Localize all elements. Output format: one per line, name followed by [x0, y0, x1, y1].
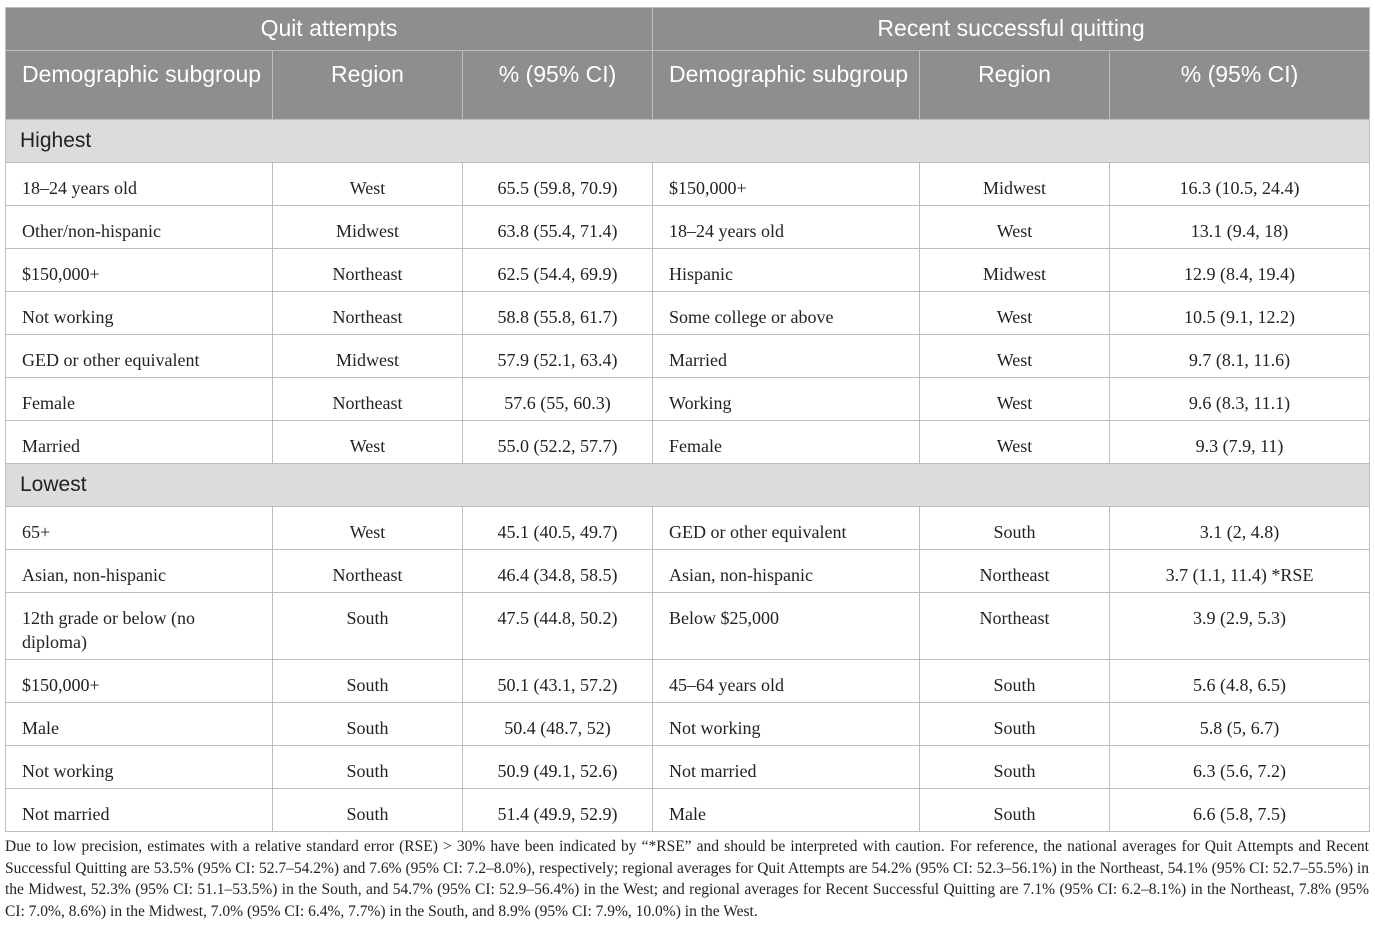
- table-cell: Asian, non-hispanic: [6, 550, 273, 593]
- table-cell: Northeast: [273, 292, 463, 335]
- table-cell: West: [920, 421, 1110, 464]
- table-cell: Not married: [6, 789, 273, 832]
- table-footnote: Due to low precision, estimates with a relative standard error (RSE) > 30% have been indicated by “*RSE” and should be interpreted with caution. For reference, the national averages for Quit Attempts and Recent Successful Quitting are 53.5% (95% CI: 52.7–54.2%) and 7.6% (95% CI: 7.2–8.0%), respectively; regional averages for Quit Attempts are 54.2% (95% CI: 52.3–56.1%) in the Northeast, 54.1% (95% CI: 52.7–55.5%) in the Midwest, 52.3% (95% CI: 51.1–53.5%) in the South, and 54.7% (95% CI: 52.9–56.4%) in the West; and regional averages for Recent Successful Quitting are 7.1% (95% CI: 6.2–8.1%) in the Northeast, 7.8% (95% CI: 7.0%, 8.6%) in the Midwest, 7.0% (95% CI: 6.4%, 7.7%) in the South, and 8.9% (95% CI: 7.9%, 10.0%) in the West.: [5, 838, 1369, 920]
- table-cell: Male: [653, 789, 920, 832]
- table-row: [6, 789, 1370, 832]
- table-cell: 51.4 (49.9, 52.9): [463, 789, 653, 832]
- column-header: Region: [273, 51, 463, 120]
- table-row: [6, 507, 1370, 550]
- section-row: [6, 464, 1370, 507]
- table-cell: South: [273, 789, 463, 832]
- table-cell: 50.9 (49.1, 52.6): [463, 746, 653, 789]
- table-row: [6, 249, 1370, 292]
- table-cell: 6.6 (5.8, 7.5): [1110, 789, 1370, 832]
- table-cell: 18–24 years old: [653, 206, 920, 249]
- table-cell: 12th grade or below (no diploma): [6, 593, 273, 660]
- group-header-row: [6, 8, 1370, 51]
- table-cell: 55.0 (52.2, 57.7): [463, 421, 653, 464]
- data-table: [5, 7, 1370, 832]
- table-row: [6, 550, 1370, 593]
- section-label: Highest: [6, 120, 1370, 163]
- table-cell: South: [920, 746, 1110, 789]
- table-cell: South: [920, 507, 1110, 550]
- group-header-recent-successful-quitting: Recent successful quitting: [653, 8, 1370, 51]
- table-cell: Northeast: [273, 249, 463, 292]
- table-cell: 63.8 (55.4, 71.4): [463, 206, 653, 249]
- table-cell: 58.8 (55.8, 61.7): [463, 292, 653, 335]
- table-cell: 12.9 (8.4, 19.4): [1110, 249, 1370, 292]
- table-cell: South: [273, 593, 463, 660]
- table-cell: 18–24 years old: [6, 163, 273, 206]
- table-cell: 9.7 (8.1, 11.6): [1110, 335, 1370, 378]
- table-cell: 57.6 (55, 60.3): [463, 378, 653, 421]
- table-row: [6, 660, 1370, 703]
- column-header: Region: [920, 51, 1110, 120]
- table-row: [6, 421, 1370, 464]
- table-cell: Not working: [6, 292, 273, 335]
- table-row: [6, 163, 1370, 206]
- column-header: % (95% CI): [463, 51, 653, 120]
- table-cell: $150,000+: [6, 249, 273, 292]
- table-cell: Midwest: [920, 249, 1110, 292]
- table-cell: South: [273, 703, 463, 746]
- table-cell: Married: [653, 335, 920, 378]
- table-cell: 46.4 (34.8, 58.5): [463, 550, 653, 593]
- table-row: [6, 378, 1370, 421]
- table-cell: South: [273, 660, 463, 703]
- table-cell: 65.5 (59.8, 70.9): [463, 163, 653, 206]
- table-row: [6, 746, 1370, 789]
- table-row: [6, 593, 1370, 660]
- table-cell: Married: [6, 421, 273, 464]
- table-cell: South: [920, 789, 1110, 832]
- table-cell: $150,000+: [6, 660, 273, 703]
- table-cell: West: [273, 507, 463, 550]
- table-cell: Northeast: [920, 550, 1110, 593]
- table-cell: West: [920, 378, 1110, 421]
- table-cell: Midwest: [273, 335, 463, 378]
- table-cell: West: [920, 292, 1110, 335]
- table-cell: Not working: [6, 746, 273, 789]
- table-cell: Working: [653, 378, 920, 421]
- table-cell: Northeast: [273, 550, 463, 593]
- table-row: [6, 292, 1370, 335]
- table-row: [6, 335, 1370, 378]
- table-cell: 3.9 (2.9, 5.3): [1110, 593, 1370, 660]
- table-cell: 5.8 (5, 6.7): [1110, 703, 1370, 746]
- table-cell: 45–64 years old: [653, 660, 920, 703]
- table-cell: 9.3 (7.9, 11): [1110, 421, 1370, 464]
- table-cell: West: [920, 335, 1110, 378]
- table-cell: South: [920, 703, 1110, 746]
- column-header: Demographic subgroup: [6, 51, 273, 120]
- table-cell: South: [273, 746, 463, 789]
- table-cell: 65+: [6, 507, 273, 550]
- table-cell: West: [920, 206, 1110, 249]
- section-label: Lowest: [6, 464, 1370, 507]
- table-cell: 50.1 (43.1, 57.2): [463, 660, 653, 703]
- table-cell: Not married: [653, 746, 920, 789]
- table-cell: 6.3 (5.6, 7.2): [1110, 746, 1370, 789]
- table-cell: 9.6 (8.3, 11.1): [1110, 378, 1370, 421]
- table-cell: Female: [653, 421, 920, 464]
- table-cell: 10.5 (9.1, 12.2): [1110, 292, 1370, 335]
- table-cell: 3.7 (1.1, 11.4) *RSE: [1110, 550, 1370, 593]
- table-cell: Some college or above: [653, 292, 920, 335]
- table-cell: 47.5 (44.8, 50.2): [463, 593, 653, 660]
- group-header-quit-attempts: Quit attempts: [6, 8, 653, 51]
- table-cell: Northeast: [273, 378, 463, 421]
- table-cell: Midwest: [920, 163, 1110, 206]
- table-cell: Not working: [653, 703, 920, 746]
- table-cell: 62.5 (54.4, 69.9): [463, 249, 653, 292]
- table-cell: GED or other equivalent: [653, 507, 920, 550]
- table-cell: 13.1 (9.4, 18): [1110, 206, 1370, 249]
- table-cell: Hispanic: [653, 249, 920, 292]
- table-cell: 57.9 (52.1, 63.4): [463, 335, 653, 378]
- table-cell: GED or other equivalent: [6, 335, 273, 378]
- table-cell: 3.1 (2, 4.8): [1110, 507, 1370, 550]
- table-cell: South: [920, 660, 1110, 703]
- table-cell: Asian, non-hispanic: [653, 550, 920, 593]
- table-cell: 45.1 (40.5, 49.7): [463, 507, 653, 550]
- table-cell: Female: [6, 378, 273, 421]
- section-row: [6, 120, 1370, 163]
- table-container: [5, 7, 1369, 832]
- column-header-row: [6, 51, 1370, 120]
- column-header: % (95% CI): [1110, 51, 1370, 120]
- table-cell: 16.3 (10.5, 24.4): [1110, 163, 1370, 206]
- table-header: [6, 8, 1370, 120]
- table-cell: West: [273, 421, 463, 464]
- table-cell: $150,000+: [653, 163, 920, 206]
- table-row: [6, 703, 1370, 746]
- table-body: [6, 120, 1370, 832]
- table-cell: Midwest: [273, 206, 463, 249]
- table-cell: Below $25,000: [653, 593, 920, 660]
- column-header: Demographic subgroup: [653, 51, 920, 120]
- table-cell: Male: [6, 703, 273, 746]
- table-row: [6, 206, 1370, 249]
- table-cell: 5.6 (4.8, 6.5): [1110, 660, 1370, 703]
- table-cell: West: [273, 163, 463, 206]
- table-cell: 50.4 (48.7, 52): [463, 703, 653, 746]
- table-cell: Northeast: [920, 593, 1110, 660]
- table-cell: Other/non-hispanic: [6, 206, 273, 249]
